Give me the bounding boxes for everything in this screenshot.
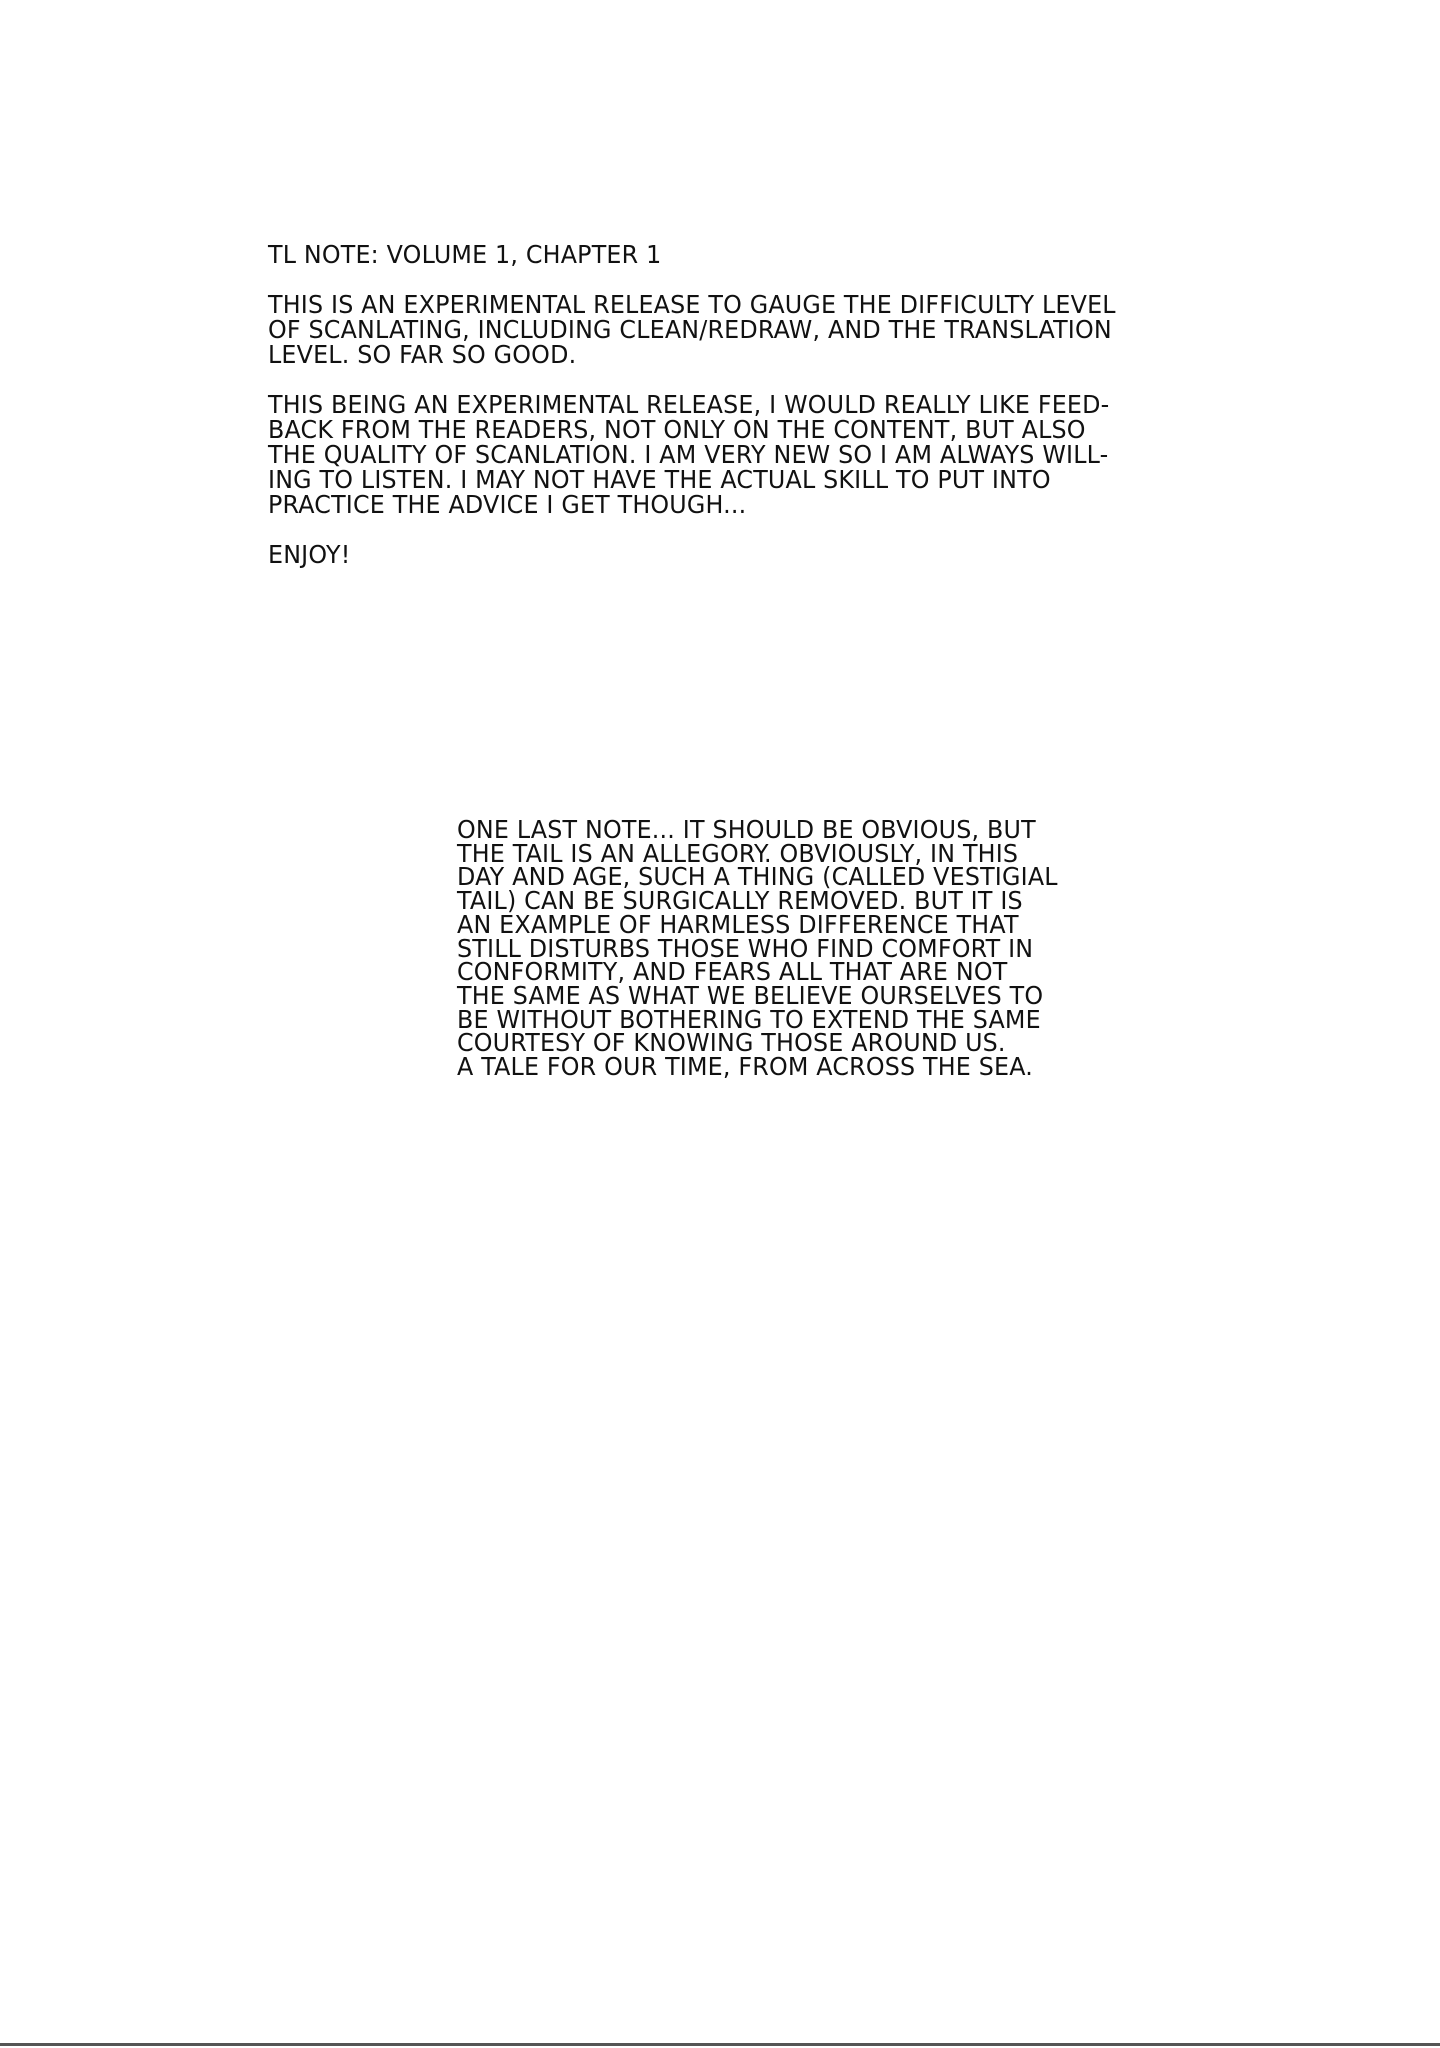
paragraph-2-line: THIS BEING AN EXPERIMENTAL RELEASE, I WOULD REALLY LIKE FEED- <box>268 390 1110 419</box>
last-note-line: ONE LAST NOTE... IT SHOULD BE OBVIOUS, BUT <box>457 815 1036 844</box>
tl-note-closing-para <box>268 542 1148 567</box>
last-note-line: CONFORMITY, AND FEARS ALL THAT ARE NOT <box>457 957 1008 987</box>
tl-note-heading-para <box>268 242 1148 267</box>
paragraph-1-line: THIS IS AN EXPERIMENTAL RELEASE TO GAUGE THE DIFFICULTY LEVEL <box>268 290 1116 319</box>
paragraph-2-line: THE QUALITY OF SCANLATION. I AM VERY NEW SO I AM ALWAYS WILL- <box>268 440 1109 469</box>
last-note-line: AN EXAMPLE OF HARMLESS DIFFERENCE THAT <box>457 909 1019 939</box>
tl-note-closing: ENJOY! <box>268 540 351 569</box>
paragraph-2-line: PRACTICE THE ADVICE I GET THOUGH... <box>268 490 747 519</box>
paragraph-1-line: OF SCANLATING, INCLUDING CLEAN/REDRAW, AND THE TRANSLATION <box>268 315 1112 344</box>
tl-note-heading: TL NOTE: VOLUME 1, CHAPTER 1 <box>268 240 662 269</box>
last-note-block <box>457 815 1097 1082</box>
paragraph-1-line: LEVEL. SO FAR SO GOOD. <box>268 340 577 369</box>
last-note-line: TAIL) CAN BE SURGICALLY REMOVED. BUT IT IS <box>457 886 1023 916</box>
paragraph-2-line: BACK FROM THE READERS, NOT ONLY ON THE CONTENT, BUT ALSO <box>268 415 1086 444</box>
last-note-line: STILL DISTURBS THOSE WHO FIND COMFORT IN <box>457 933 1034 963</box>
last-note-line: BE WITHOUT BOTHERING TO EXTEND THE SAME <box>457 1004 1041 1034</box>
tl-note-paragraph-1 <box>268 292 1148 367</box>
tl-note-block <box>268 242 1148 592</box>
tl-note-paragraph-2 <box>268 392 1148 517</box>
last-note-line: DAY AND AGE, SUCH A THING (CALLED VESTIGIAL <box>457 862 1058 892</box>
page-bottom-border <box>0 2043 1440 2046</box>
last-note-line: COURTESY OF KNOWING THOSE AROUND US. <box>457 1028 1006 1058</box>
last-note-line: A TALE FOR OUR TIME, FROM ACROSS THE SEA. <box>457 1052 1034 1082</box>
last-note-line: THE SAME AS WHAT WE BELIEVE OURSELVES TO <box>457 980 1044 1010</box>
paragraph-2-line: ING TO LISTEN. I MAY NOT HAVE THE ACTUAL SKILL TO PUT INTO <box>268 465 1051 494</box>
last-note-line: THE TAIL IS AN ALLEGORY. OBVIOUSLY, IN THIS <box>457 838 1019 868</box>
